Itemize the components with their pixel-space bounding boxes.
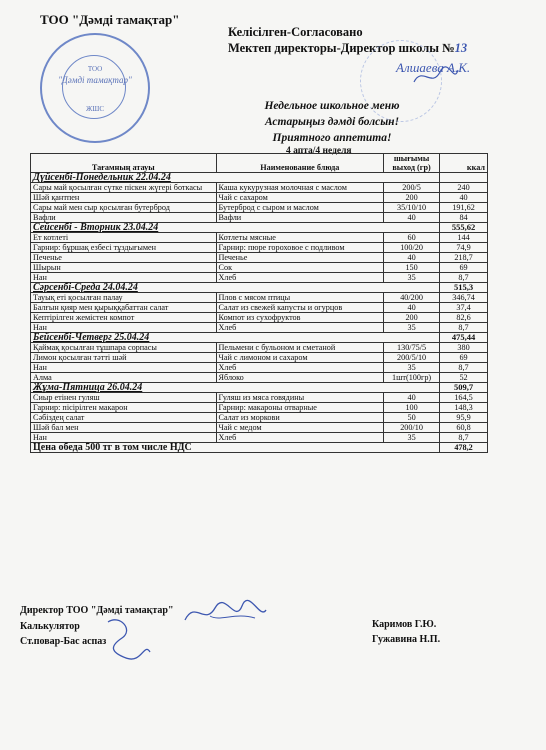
menu-cell-kcal: 69: [440, 353, 488, 363]
company-name: ТОО "Дәмді тамақтар": [40, 12, 180, 27]
menu-cell-kz: Лимон қосылған тәтті шәй: [31, 353, 217, 363]
menu-cell-kcal: 144: [440, 233, 488, 243]
menu-cell-ru: Бутерброд с сыром и маслом: [216, 203, 384, 213]
lunch-price-row: [31, 443, 488, 453]
day-header-row: [31, 283, 488, 293]
stamp-brand-text: "Дәмді тамақтар": [58, 75, 132, 85]
header-output: [384, 154, 440, 173]
menu-cell-kcal: 164,5: [440, 393, 488, 403]
day-total-kcal: 515,3: [440, 283, 488, 293]
menu-cell-kcal: 40: [440, 193, 488, 203]
menu-cell-kz: Вафли: [31, 213, 217, 223]
menu-cell-ru: Хлеб: [216, 433, 384, 443]
day-title-text: Дүйсенбі-Понедельник 22.04.24: [33, 172, 171, 183]
menu-cell-ru: Салат из свежей капусты и огурцов: [216, 303, 384, 313]
menu-cell-kz: Ет котлеті: [31, 233, 217, 243]
menu-cell-ru: Яблоко: [216, 373, 384, 383]
menu-cell-kcal: 8,7: [440, 363, 488, 373]
director-approval-signature: [410, 62, 460, 92]
menu-row: [31, 303, 488, 313]
menu-cell-kz: Қаймақ қосылған тұшпара сорпасы: [31, 343, 217, 353]
menu-cell-kcal: 8,7: [440, 273, 488, 283]
menu-cell-out: 100: [384, 403, 440, 413]
menu-cell-kz: Сары май қосылған сүтке піскен жүгері боткасы: [31, 183, 217, 193]
menu-cell-ru: Хлеб: [216, 273, 384, 283]
approval-director: Мектеп директоры-Директор школы №: [228, 41, 455, 55]
menu-row: [31, 243, 488, 253]
menu-row: [31, 183, 488, 193]
menu-cell-kz: Кептірілген жемістен компот: [31, 313, 217, 323]
menu-cell-kcal: 8,7: [440, 323, 488, 333]
menu-cell-ru: Гарнир: пюре гороховое с подливом: [216, 243, 384, 253]
menu-cell-out: 35: [384, 323, 440, 333]
menu-cell-ru: Компот из сухофруктов: [216, 313, 384, 323]
stamp-bottom-text: ЖШС: [85, 105, 104, 113]
menu-cell-kcal: 95,9: [440, 413, 488, 423]
calculator-label: Калькулятор: [20, 621, 80, 632]
menu-cell-kcal: 84: [440, 213, 488, 223]
week-label: 4 апта/4 неделя: [286, 146, 352, 156]
menu-cell-out: 40/200: [384, 293, 440, 303]
menu-cell-kcal: 380: [440, 343, 488, 353]
menu-cell-kcal: 346,74: [440, 293, 488, 303]
menu-cell-kcal: 69: [440, 263, 488, 273]
menu-row: [31, 293, 488, 303]
menu-cell-kcal: 191,62: [440, 203, 488, 213]
menu-row: [31, 393, 488, 403]
menu-row: [31, 273, 488, 283]
day-total-kcal: 475,44: [440, 333, 488, 343]
menu-cell-kz: Балғын қияр мен қырыққабаттан салат: [31, 303, 217, 313]
header-name-kz: Тағамның атауы: [31, 154, 217, 173]
menu-cell-kz: Шәй бал мен: [31, 423, 217, 433]
menu-cell-kcal: 52: [440, 373, 488, 383]
menu-row: [31, 363, 488, 373]
menu-cell-out: 40: [384, 303, 440, 313]
menu-table: [30, 153, 488, 453]
menu-row: [31, 323, 488, 333]
menu-cell-kz: Печенье: [31, 253, 217, 263]
menu-row: [31, 203, 488, 213]
menu-cell-ru: Чай с сахаром: [216, 193, 384, 203]
school-number: 13: [454, 41, 468, 55]
day-title: [31, 283, 440, 293]
menu-row: [31, 373, 488, 383]
menu-cell-out: 200: [384, 313, 440, 323]
menu-cell-ru: Каша кукурузная молочная с маслом: [216, 183, 384, 193]
day-title: [31, 173, 440, 183]
header-kcal: ккал: [440, 154, 488, 173]
menu-cell-kcal: 82,6: [440, 313, 488, 323]
menu-row: [31, 423, 488, 433]
day-title-text: Жұма-Пятница 26.04.24: [33, 382, 143, 393]
company-stamp: [40, 33, 150, 143]
menu-cell-ru: Плов с мясом птицы: [216, 293, 384, 303]
menu-row: [31, 233, 488, 243]
chef-label: Ст.повар-Бас аспаз: [20, 636, 107, 647]
menu-cell-out: 40: [384, 393, 440, 403]
menu-cell-ru: Хлеб: [216, 363, 384, 373]
menu-cell-kz: Гарнир: бұршақ езбесі тұздығымен: [31, 243, 217, 253]
menu-cell-kcal: 37,4: [440, 303, 488, 313]
menu-cell-out: 40: [384, 213, 440, 223]
menu-cell-kz: Сәбіздең салат: [31, 413, 217, 423]
header-name-ru: Наименование блюда: [216, 154, 384, 173]
menu-cell-kz: Нан: [31, 363, 217, 373]
menu-cell-ru: Печенье: [216, 253, 384, 263]
menu-row: [31, 263, 488, 273]
menu-cell-kz: Гарнир: пісірілген макарон: [31, 403, 217, 413]
menu-cell-ru: Котлеты мясные: [216, 233, 384, 243]
director-signature: [180, 596, 270, 630]
menu-row: [31, 193, 488, 203]
menu-cell-out: 130/75/5: [384, 343, 440, 353]
day-header-row: [31, 173, 488, 183]
director-signature-initials: Алшаева А.К.: [396, 60, 471, 75]
menu-cell-out: 200/5/10: [384, 353, 440, 363]
menu-row: [31, 213, 488, 223]
day-header-row: [31, 223, 488, 233]
menu-cell-kcal: 8,7: [440, 433, 488, 443]
menu-cell-ru: Чай с медом: [216, 423, 384, 433]
menu-row: [31, 253, 488, 263]
menu-cell-kz: Сары май мен сыр қосылған бутерброд: [31, 203, 217, 213]
day-title: [31, 383, 440, 393]
menu-cell-kz: Нан: [31, 273, 217, 283]
menu-cell-kcal: 74,9: [440, 243, 488, 253]
menu-cell-kcal: 218,7: [440, 253, 488, 263]
title-line-1: Недельное школьное меню: [264, 100, 400, 112]
menu-cell-kz: Сиыр етінен гуляш: [31, 393, 217, 403]
menu-cell-kz: Нан: [31, 323, 217, 333]
menu-cell-ru: Пельмени с бульоном и сметаной: [216, 343, 384, 353]
lunch-price-text: Цена обеда 500 тг в том числе НДС: [31, 443, 440, 453]
title-line-3: Приятного аппетита!: [272, 132, 392, 144]
approval-line-1: Келісілген-Согласовано: [228, 25, 363, 39]
day-header-row: [31, 383, 488, 393]
day-total-kcal: 509,7: [440, 383, 488, 393]
chef-signature: [100, 612, 160, 666]
menu-cell-out: 35: [384, 273, 440, 283]
menu-row: [31, 403, 488, 413]
day-title-text: Бейсенбі-Четверг 25.04.24: [33, 332, 150, 343]
menu-cell-kz: Нан: [31, 433, 217, 443]
day-total-kcal: 555,62: [440, 223, 488, 233]
menu-cell-out: 50: [384, 413, 440, 423]
menu-cell-kcal: 148,3: [440, 403, 488, 413]
day-title-text: Сейсенбі - Вторник 23.04.24: [33, 222, 159, 233]
menu-row: [31, 433, 488, 443]
day-title-text: Сәрсенбі-Среда 24.04.24: [33, 282, 138, 293]
menu-cell-out: 40: [384, 253, 440, 263]
menu-cell-ru: Чай с лимоном и сахаром: [216, 353, 384, 363]
menu-cell-out: 1шт(100гр): [384, 373, 440, 383]
menu-row: [31, 313, 488, 323]
menu-cell-ru: Гуляш из мяса говядины: [216, 393, 384, 403]
lunch-total-kcal: 478,2: [440, 443, 488, 453]
menu-cell-out: 100/20: [384, 243, 440, 253]
day-total-kcal: [440, 173, 488, 183]
title-line-2: Астарыңыз дәмді болсын!: [264, 116, 400, 128]
menu-row: [31, 413, 488, 423]
menu-cell-kz: Шырын: [31, 263, 217, 273]
menu-row: [31, 343, 488, 353]
table-header-row: [31, 154, 488, 173]
menu-cell-out: 200/10: [384, 423, 440, 433]
menu-cell-out: 200/5: [384, 183, 440, 193]
approval-block: [228, 24, 467, 56]
menu-cell-out: 150: [384, 263, 440, 273]
day-header-row: [31, 333, 488, 343]
menu-cell-ru: Сок: [216, 263, 384, 273]
menu-cell-ru: Салат из моркови: [216, 413, 384, 423]
day-title: [31, 333, 440, 343]
stamp-top-text: ТОО: [87, 65, 103, 73]
menu-cell-ru: Гарнир: макароны отварные: [216, 403, 384, 413]
menu-cell-out: 35/10/10: [384, 203, 440, 213]
menu-titles: [262, 98, 402, 146]
menu-cell-kz: Шәй қантпен: [31, 193, 217, 203]
calculator-name: Каримов Г.Ю.: [372, 619, 437, 630]
menu-row: [31, 353, 488, 363]
menu-cell-kcal: 60,8: [440, 423, 488, 433]
header-output-kz: шығымы: [393, 154, 430, 163]
menu-cell-out: 35: [384, 433, 440, 443]
day-title: [31, 223, 440, 233]
menu-cell-out: 35: [384, 363, 440, 373]
chef-name: Гужавина Н.П.: [372, 634, 441, 645]
menu-cell-out: 60: [384, 233, 440, 243]
menu-cell-ru: Хлеб: [216, 323, 384, 333]
menu-cell-kz: Алма: [31, 373, 217, 383]
menu-cell-ru: Вафли: [216, 213, 384, 223]
menu-cell-kz: Тауық еті қосылған палау: [31, 293, 217, 303]
menu-cell-kcal: 240: [440, 183, 488, 193]
menu-cell-out: 200: [384, 193, 440, 203]
header-output-ru: выход (гр): [392, 163, 431, 172]
director-line: Директор ТОО "Дәмді тамақтар": [20, 605, 174, 616]
